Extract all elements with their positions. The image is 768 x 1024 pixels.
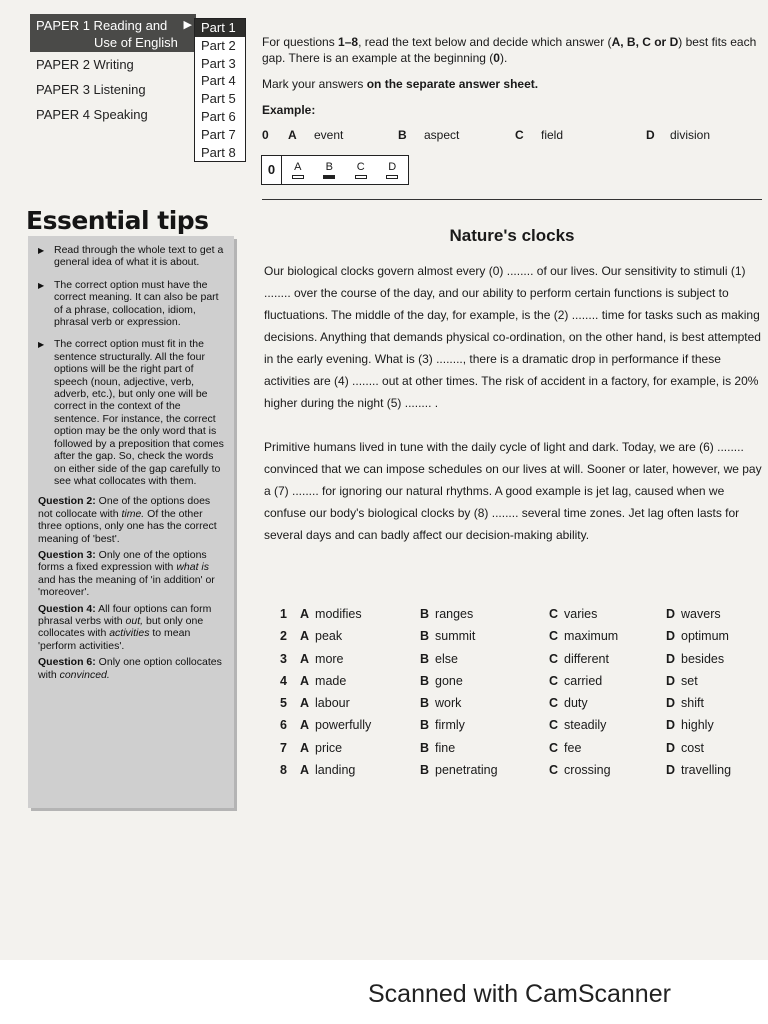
- option-a[interactable]: A made: [300, 673, 347, 688]
- option-row: 3 A more B else C different D besides: [280, 651, 725, 666]
- part-3-item[interactable]: Part 3: [201, 55, 236, 71]
- paper-1-sublabel: Use of English: [94, 35, 178, 50]
- option-a[interactable]: A price: [300, 740, 343, 755]
- tips-box: [28, 236, 234, 808]
- option-b[interactable]: B else: [420, 651, 458, 666]
- instructions: [262, 34, 762, 128]
- passage-paragraph-1: Our biological clocks govern almost every (0) ........ of our lives. Our sensitivity to stimuli (1) ........ over the course of the day, and our ability to perform certain functions is subject to fluctuations. The middle of the day, for example, is the (2) ........ time for tasks such as making decisions. Anything that demands physical co-ordination, on the other hand, is best attempted in the early evening. What is (3) ........, there is a dramatic drop in performance if these activities are (4) ........ out at other times. The risk of accident in a factory, for example, is 20% higher during the night (5) ........ .: [264, 264, 761, 410]
- passage-title: Nature's clocks: [449, 226, 575, 245]
- bullet-icon: ▶: [38, 246, 45, 255]
- option-row: 8 A landing B penetrating C crossing D travelling: [280, 763, 732, 778]
- option-c[interactable]: C varies: [549, 607, 598, 621]
- option-d[interactable]: D travelling: [666, 763, 732, 778]
- option-c[interactable]: C different: [549, 651, 609, 666]
- option-c[interactable]: C fee: [549, 740, 582, 755]
- answer-option-d[interactable]: D: [377, 156, 409, 184]
- option-a[interactable]: A modifies: [300, 607, 362, 621]
- option-row: 5 A labour B work C duty D shift: [280, 696, 704, 711]
- question-4-tip: Question 4: All four options can form phrasal verbs with out, but only one collocates with activities to mean 'perform activities'.: [38, 602, 212, 652]
- paper-4-item[interactable]: PAPER 4 Speaking: [36, 107, 148, 122]
- parts-list: [194, 18, 246, 162]
- paper-1-label: PAPER 1 Reading and: [36, 18, 168, 33]
- divider: [262, 199, 762, 200]
- option-c[interactable]: C carried: [549, 673, 603, 688]
- example-answer-box: [261, 155, 409, 185]
- bullet-icon: ▶: [38, 280, 45, 290]
- tip-item: ▶ The correct option must fit in the sentence structurally. All the four options will be the right part of speech (noun, adjective, verb, adverb, etc.), but only one will be correct in the context of the sentence. For instance, the correct option may be the only word that is followed by a preposition that comes after the gap. So, check the words on either side of the gap carefully to see what collocates with them.: [38, 338, 224, 487]
- bullet-icon: ▶: [38, 340, 45, 350]
- options-table: [280, 607, 766, 785]
- option-row: 1 A modifies B ranges C varies D wavers: [280, 607, 721, 621]
- answer-option-c[interactable]: C: [345, 156, 377, 184]
- option-b[interactable]: B firmly: [420, 718, 465, 733]
- option-b[interactable]: B work: [420, 696, 462, 711]
- paper-1-active[interactable]: [30, 14, 196, 52]
- instruction-line-2: Mark your answers on the separate answer sheet.: [262, 77, 539, 91]
- option-b[interactable]: B fine: [420, 740, 456, 755]
- question-3-tip: Question 3: Only one of the options forms a fixed expression with what is and has the meaning of 'in addition' or 'moreover'.: [38, 548, 215, 599]
- option-row: 4 A made B gone C carried D set: [280, 673, 698, 688]
- option-d[interactable]: D cost: [666, 740, 704, 755]
- option-d[interactable]: D wavers: [666, 607, 721, 621]
- option-b[interactable]: B gone: [420, 673, 463, 688]
- option-a[interactable]: A powerfully: [300, 718, 372, 733]
- option-b[interactable]: B penetrating: [420, 763, 498, 778]
- option-row: 2 A peak B summit C maximum D optimum: [280, 629, 729, 644]
- option-a[interactable]: A more: [300, 651, 344, 666]
- answer-box-number: 0: [262, 156, 282, 184]
- paper-nav: [30, 14, 196, 127]
- option-a[interactable]: A labour: [300, 696, 350, 711]
- paper-3-item[interactable]: PAPER 3 Listening: [36, 82, 146, 97]
- option-d[interactable]: D optimum: [666, 629, 729, 644]
- tips-title: Essential tips: [26, 206, 209, 235]
- option-c[interactable]: C steadily: [549, 718, 607, 733]
- passage-paragraph-2: Primitive humans lived in tune with the daily cycle of light and dark. Today, we are (6) ........ convinced that we can impose schedules on our lives at will. Sooner or later, however, we pay a (7) ........ for ignoring our natural rhythms. A good example is jet lag, caused when we confuse our body's biological clocks by (8) ........ several time zones. Jet lag often lasts for several days and can badly affect our decision-making ability.: [264, 440, 762, 542]
- option-d[interactable]: D shift: [666, 696, 704, 711]
- example-row: 0 A event B aspect C field D division: [262, 128, 711, 142]
- part-7-item[interactable]: Part 7: [201, 126, 236, 142]
- paper-2-item[interactable]: PAPER 2 Writing: [36, 57, 134, 72]
- part-4-item[interactable]: Part 4: [201, 73, 236, 89]
- option-d[interactable]: D highly: [666, 718, 714, 733]
- triangle-right-icon: ▶: [183, 19, 192, 31]
- option-row: 7 A price B fine C fee D cost: [280, 740, 704, 755]
- tip-item: ▶ Read through the whole text to get a general idea of what it is about.: [38, 244, 224, 269]
- tip-item: ▶ The correct option must have the correct meaning. It can also be part of a phrase, collocation, idiom, phrasal verb or expression.: [38, 278, 219, 329]
- instruction-line-1: For questions 1–8, read the text below and decide which answer (A, B, C or D) best fits each gap. There is an example at the beginning (0).: [262, 35, 757, 65]
- answer-option-a[interactable]: A: [282, 156, 314, 184]
- option-row: 6 A powerfully B firmly C steadily D highly: [280, 718, 714, 733]
- option-a[interactable]: A landing: [300, 763, 356, 778]
- option-b[interactable]: B ranges: [420, 607, 474, 621]
- option-c[interactable]: C duty: [549, 696, 588, 711]
- question-6-tip: Question 6: Only one option collocates with convinced.: [38, 656, 222, 681]
- option-c[interactable]: C crossing: [549, 763, 611, 778]
- option-d[interactable]: D besides: [666, 651, 725, 666]
- question-2-tip: Question 2: One of the options does not collocate with time. Of the other three options, only one has the correct meaning of 'best'.: [38, 495, 217, 545]
- example-label: Example:: [262, 103, 316, 117]
- part-6-item[interactable]: Part 6: [201, 108, 236, 124]
- answer-option-b[interactable]: B: [314, 156, 346, 184]
- passage: [264, 260, 764, 568]
- part-2-item[interactable]: Part 2: [201, 37, 236, 53]
- part-8-item[interactable]: Part 8: [201, 144, 236, 160]
- option-c[interactable]: C maximum: [549, 629, 619, 644]
- scanner-watermark: Scanned with CamScanner: [368, 980, 671, 1008]
- option-d[interactable]: D set: [666, 673, 698, 688]
- part-5-item[interactable]: Part 5: [201, 91, 236, 107]
- part-1-item[interactable]: Part 1: [195, 19, 245, 37]
- option-a[interactable]: A peak: [300, 629, 343, 644]
- option-b[interactable]: B summit: [420, 629, 476, 644]
